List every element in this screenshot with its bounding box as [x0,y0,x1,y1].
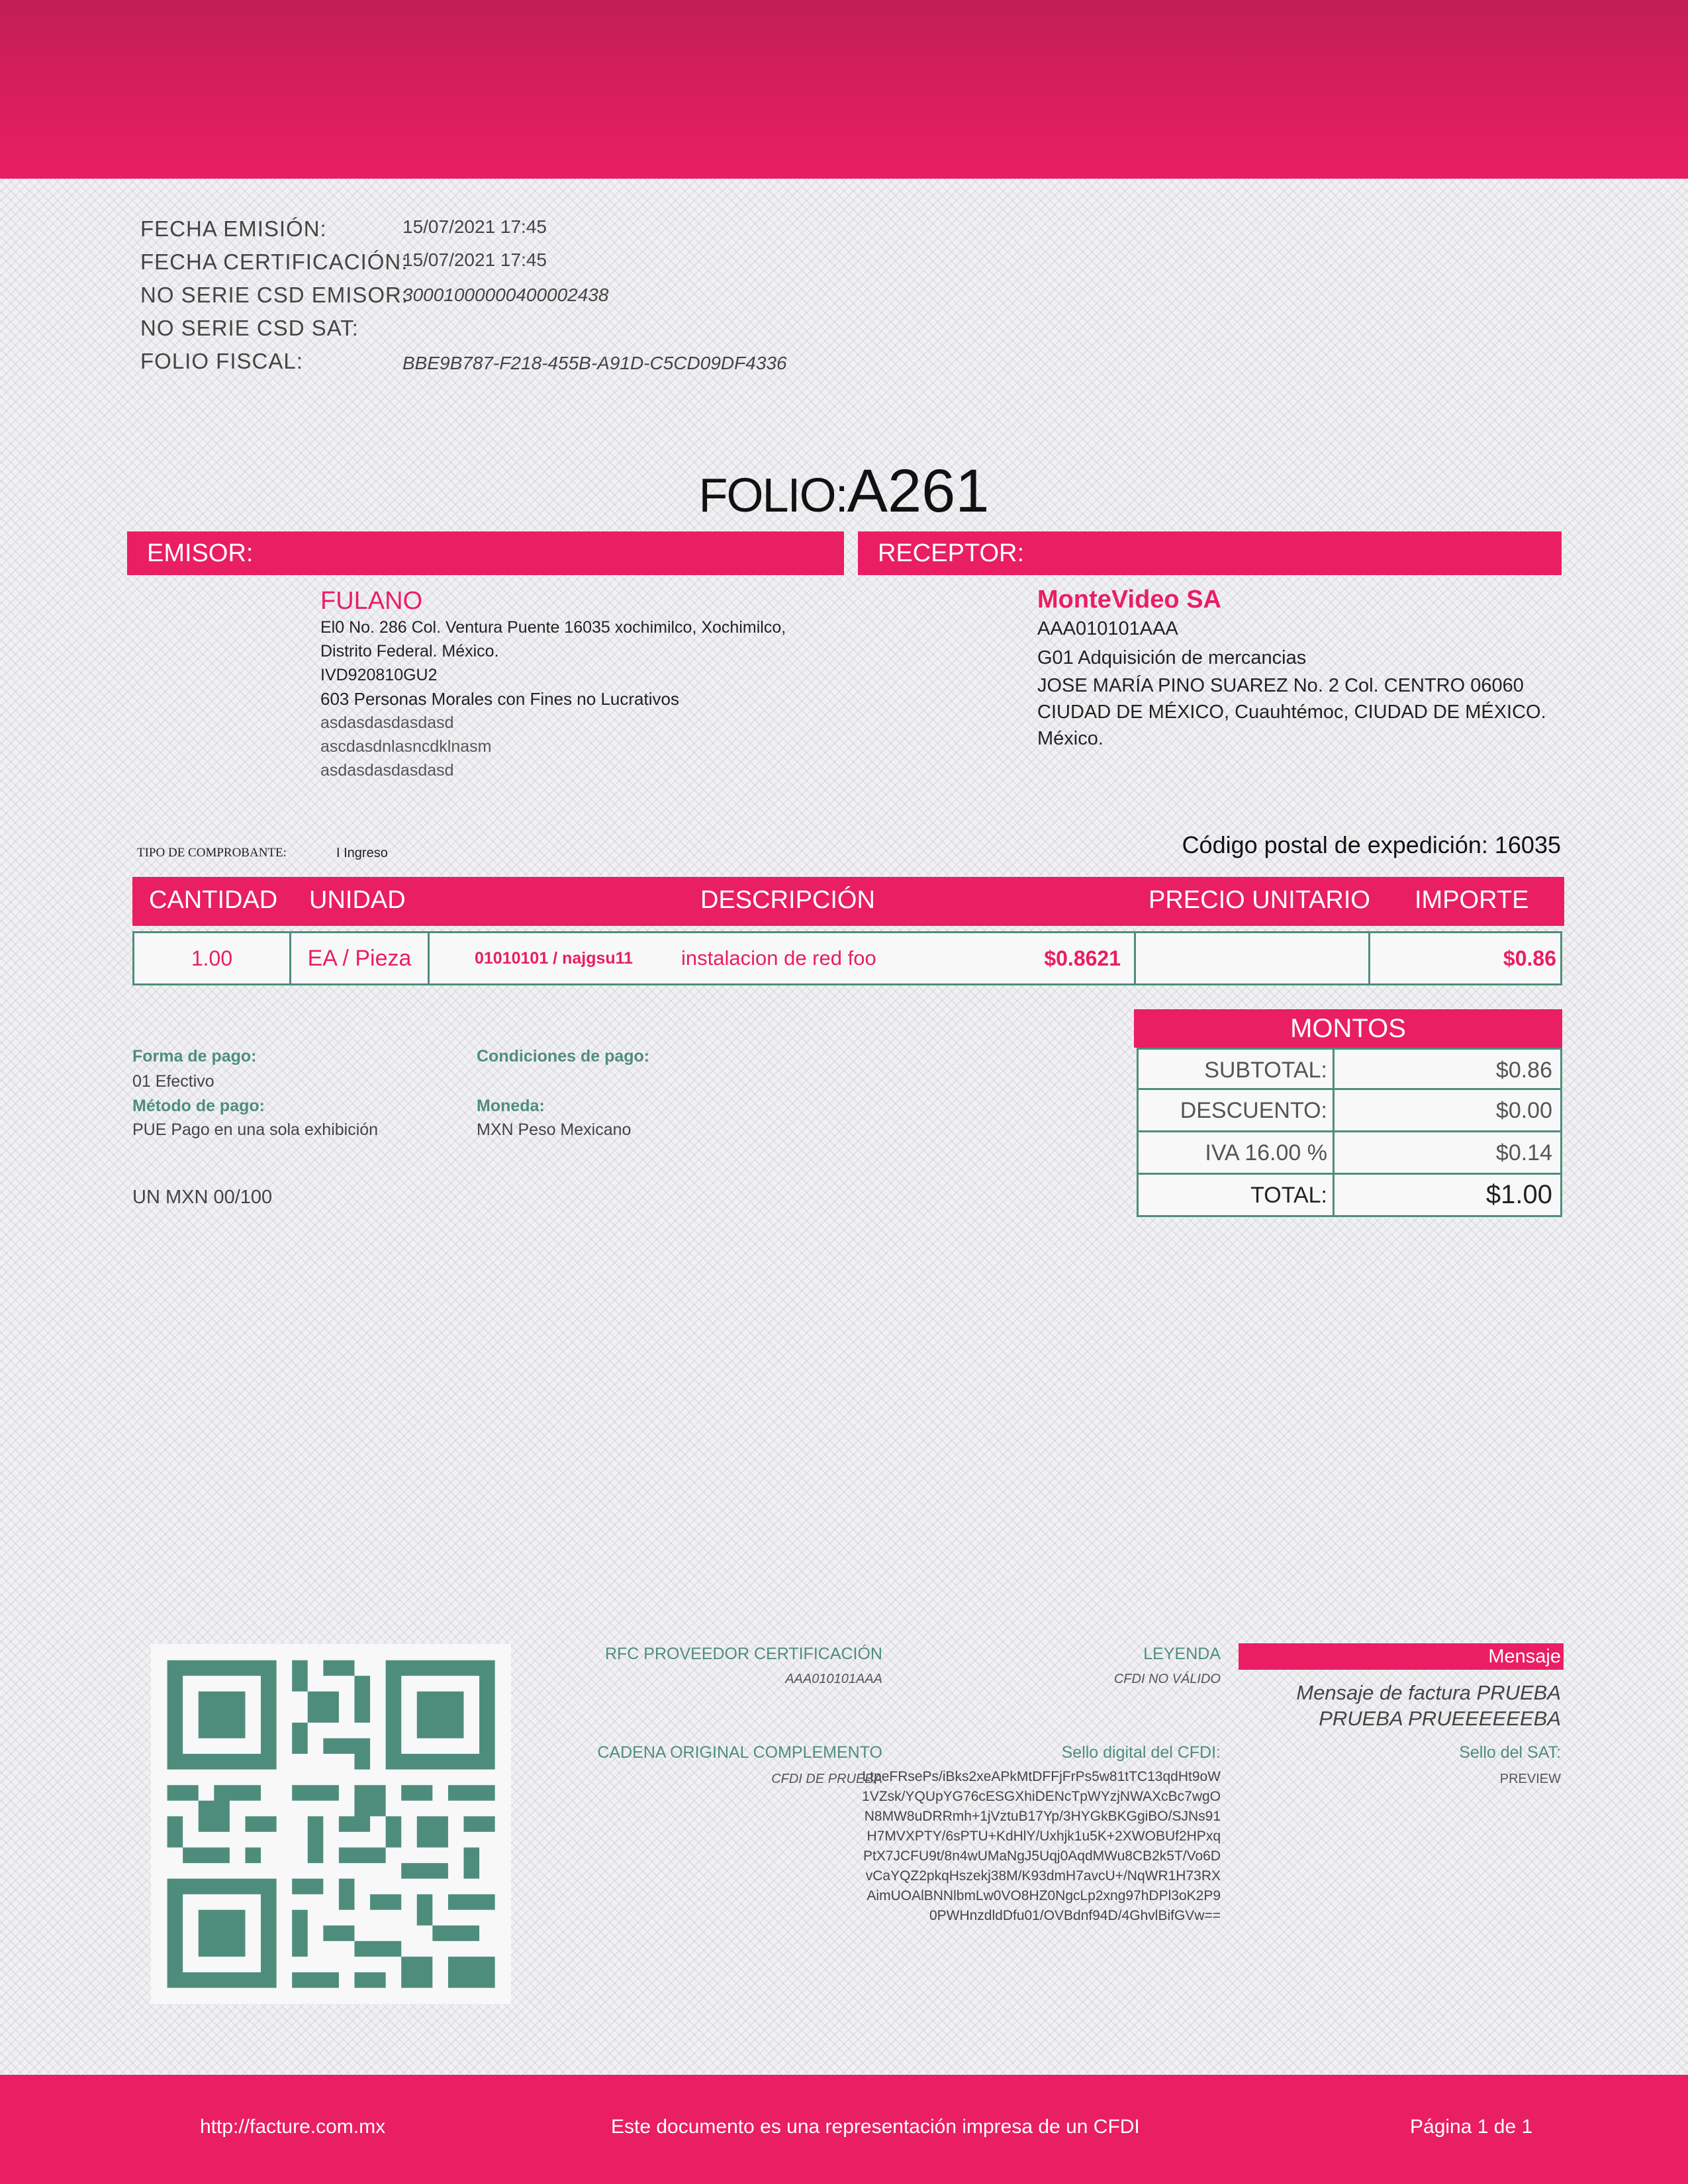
fecha-emision-value: 15/07/2021 17:45 [402,216,547,237]
mensaje-line-2: PRUEBA PRUEEEEEEBA [1319,1707,1561,1730]
sello-cfdi-value: LtpeFRsePs/iBks2xeAPkMtDFFjFrPs5w81tTC13qdHt9oW1VZsk/YQUpYG76cESGXhiDENcTpWYzjNWAXcBc7wgON8MW8uDRRmh+1jVztuB17Yp/3HYGkBKGgiBO/SJNs91H7MVXPTY/6sPTU+KdHlY/Uxhjk1u5K+2XWOBUf2HPxqPtX7JCFU9t/8n4wUMaNgJ5Uqj0AqdMWu8CB2k5T/Vo6DvCaYQZ2pkqHszekj38M/K93dmH7avcU+/NqWR1H73RXAimUOAlBNNlbmLw0VO8HZ0NgcLp2xng97hDPl3oK2P90PWHnzdldDfu01/OVBdnf94D/4GhvlBifGVw== [862,1769,1221,1923]
forma-pago-label: Forma de pago: [132,1047,257,1066]
emisor-header: EMISOR: [127,531,844,575]
descuento-value: $0.00 [1495,1098,1552,1123]
item-importe: $0.86 [1503,946,1556,970]
no-serie-sat-label: NO SERIE CSD SAT: [140,316,359,340]
emisor-extra-3: asdasdasdasdasd [320,761,454,780]
mensaje-header: Mensaje [1239,1643,1564,1670]
emisor-name: FULANO [320,587,423,615]
subtotal-row [1137,1048,1562,1090]
descuento-label: DESCUENTO: [1180,1098,1327,1123]
cadena-original-value: CFDI DE PRUEBA [771,1772,882,1786]
qr-code-icon [151,1644,511,2004]
col-descripcion: DESCRIPCIÓN [700,886,875,914]
sello-sat-value: PREVIEW [1499,1772,1561,1786]
folio-fiscal-value: BBE9B787-F218-455B-A91D-C5CD09DF4336 [402,353,787,373]
total-row [1137,1175,1562,1217]
emisor-address-line-2: Distrito Federal. México. [320,642,499,660]
footer-page-number: Página 1 de 1 [1410,2116,1533,2138]
emisor-block [320,587,843,782]
emisor-rfc: IVD920810GU2 [320,666,438,684]
receptor-uso: G01 Adquisición de mercancias [1037,647,1307,668]
footer-band [0,2075,1688,2184]
sello-cfdi-label: Sello digital del CFDI: [1061,1743,1221,1762]
footer-disclaimer: Este documento es una representación impresa de un CFDI [611,2116,1140,2138]
item-clave: 01010101 / najgsu11 [475,949,633,968]
mensaje-line-1: Mensaje de factura PRUEBA [1296,1681,1561,1704]
moneda-value: MXN Peso Mexicano [477,1120,632,1139]
cadena-original-label: CADENA ORIGINAL COMPLEMENTO [597,1743,882,1762]
folio-heading [0,457,1688,526]
receptor-address-line-1: JOSE MARÍA PINO SUAREZ No. 2 Col. CENTRO 06060 [1037,675,1524,696]
emisor-extra-1: asdasdasdasdasd [320,713,454,732]
col-precio-unitario: PRECIO UNITARIO [1149,886,1370,914]
iva-label: IVA 16.00 % [1205,1140,1327,1165]
metodo-pago-value: PUE Pago en una sola exhibición [132,1120,379,1139]
tipo-comprobante-label: TIPO DE COMPROBANTE: [137,846,287,860]
amount-in-words: UN MXN 00/100 [132,1187,273,1208]
iva-value: $0.14 [1495,1140,1552,1165]
rfc-proveedor-value: AAA010101AAA [785,1672,882,1686]
folio-label: FOLIO: [698,469,847,522]
fecha-certificacion-value: 15/07/2021 17:45 [402,250,547,270]
col-cantidad: CANTIDAD [149,886,278,914]
fecha-emision-label: FECHA EMISIÓN: [140,216,327,241]
condiciones-pago-label: Condiciones de pago: [477,1047,650,1066]
leyenda-label: LEYENDA [1143,1645,1221,1663]
receptor-address-line-2: CIUDAD DE MÉXICO, Cuauhtémoc, CIUDAD DE MÉXICO. [1037,702,1546,723]
folio-fiscal-label: FOLIO FISCAL: [140,349,303,373]
montos-header: MONTOS [1134,1009,1562,1048]
item-descripcion: instalacion de red foo [681,946,876,970]
receptor-block [1037,586,1567,752]
fecha-certificacion-label: FECHA CERTIFICACIÓN: [140,250,408,274]
subtotal-value: $0.86 [1495,1058,1552,1083]
table-row [132,931,1562,985]
footer-url-link[interactable]: http://facture.com.mx [200,2116,386,2138]
metodo-pago-label: Método de pago: [132,1097,265,1115]
emisor-regimen: 603 Personas Morales con Fines no Lucrativos [320,689,679,709]
item-unidad: EA / Pieza [307,946,412,971]
rfc-proveedor-label: RFC PROVEEDOR CERTIFICACIÓN [604,1645,882,1663]
item-precio: $0.8621 [1044,946,1121,970]
col-importe: IMPORTE [1415,886,1529,914]
items-table-header [132,877,1564,926]
emisor-address-line-1: El0 No. 286 Col. Ventura Puente 16035 xochimilco, Xochimilco, [320,618,786,637]
total-label: TOTAL: [1250,1183,1327,1208]
leyenda-value: CFDI NO VÁLIDO [1113,1672,1221,1686]
emisor-extra-2: ascdasdnlasncdklnasm [320,737,492,756]
codigo-postal: Código postal de expedición: 16035 [1182,831,1561,858]
item-cantidad: 1.00 [191,946,233,970]
subtotal-label: SUBTOTAL: [1204,1058,1327,1083]
receptor-rfc: AAA010101AAA [1037,618,1178,639]
total-value: $1.00 [1485,1180,1552,1209]
header-band [0,0,1688,179]
receptor-name: MonteVideo SA [1037,586,1221,614]
no-serie-emisor-value: 30001000000400002438 [402,285,609,305]
receptor-header: RECEPTOR: [858,531,1562,575]
col-unidad: UNIDAD [309,886,406,914]
no-serie-emisor-label: NO SERIE CSD EMISOR: [140,283,409,307]
receptor-address-line-3: México. [1037,728,1103,749]
forma-pago-value: 01 Efectivo [132,1072,214,1091]
qr-code [151,1644,511,2004]
folio-number: A261 [847,457,990,525]
tipo-comprobante-value: I Ingreso [336,846,388,860]
sello-sat-label: Sello del SAT: [1459,1743,1561,1762]
moneda-label: Moneda: [477,1097,545,1115]
descuento-row [1137,1090,1562,1132]
montos-table [1134,1009,1562,1217]
iva-row [1137,1132,1562,1175]
